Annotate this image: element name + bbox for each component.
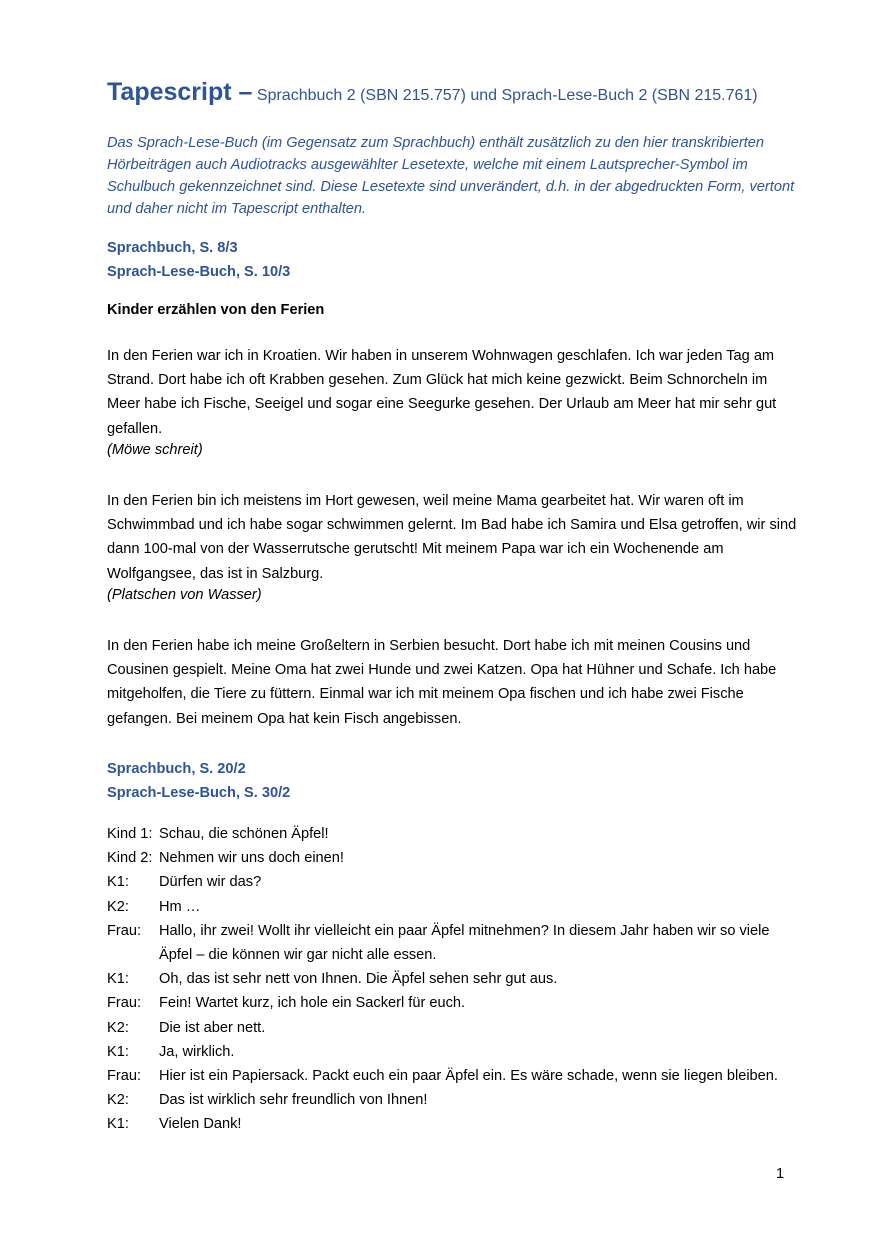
dialogue-line <box>107 1064 797 1088</box>
dialogue-text: Die ist aber nett. <box>159 1019 266 1036</box>
section1-paragraph-3: In den Ferien habe ich meine Großeltern in Serbien besucht. Dort habe ich mit meinen Cousins und Cousinen gespielt. Meine Oma hat zwei Hunde und zwei Katzen. Opa hat Hühner und Schafe. Ich habe mitgeholfen, die Tiere zu füttern. Einmal war ich mit meinem Opa fischen und ich habe zwei Fische gefangen. Bei meinem Opa hat kein Fisch angebissen. <box>107 638 777 727</box>
dialogue-transcript <box>107 822 797 1137</box>
dialogue-line <box>107 846 797 870</box>
dialogue-line <box>107 1112 797 1136</box>
dialogue-text: Hm … <box>159 898 201 915</box>
dialogue-text: Hier ist ein Papiersack. Packt euch ein paar Äpfel ein. Es wäre schade, wenn sie liegen bleiben. <box>159 1068 778 1085</box>
speaker-label: K1: <box>107 971 129 988</box>
dialogue-text: Schau, die schönen Äpfel! <box>159 826 329 842</box>
section1-ref-sprachbuch: Sprachbuch, S. 8/3 <box>107 240 238 256</box>
title-subtitle: Sprachbuch 2 (SBN 215.757) und Sprach-Lese-Buch 2 (SBN 215.761) <box>256 87 758 104</box>
dialogue-text: Das ist wirklich sehr freundlich von Ihnen! <box>159 1092 428 1109</box>
speaker-label: Frau: <box>107 1068 142 1085</box>
dialogue-line <box>107 822 797 846</box>
dialogue-line <box>107 895 797 919</box>
section1-paragraph-2: In den Ferien bin ich meistens im Hort gewesen, weil meine Mama gearbeitet hat. Wir waren oft im Schwimmbad und ich habe sogar schwimmen gelernt. Im Bad habe ich Samira und Elsa getroffen, wir sind dann 100-mal von der Wasserrutsche gerutscht! Mit meinem Papa war ich ein Wochenende am Wolfgangsee, das ist in Salzburg. <box>107 493 797 582</box>
section2-ref-sprachbuch: Sprachbuch, S. 20/2 <box>107 761 246 777</box>
speaker-label: K2: <box>107 1019 129 1036</box>
dialogue-line <box>107 870 797 894</box>
dialogue-line <box>107 1016 797 1040</box>
page-number: 1 <box>776 1166 785 1182</box>
speaker-label: K1: <box>107 874 129 891</box>
sound-effect-note-2: (Platschen von Wasser) <box>107 587 262 603</box>
speaker-label: Frau: <box>107 995 142 1012</box>
dialogue-line <box>107 991 797 1015</box>
intro-note: Das Sprach-Lese-Buch (im Gegensatz zum Sprachbuch) enthält zusätzlich zu den hier transkribierten Hörbeiträgen auch Audiotracks ausgewählter Lesetexte, welche mit einem Lautsprecher-Symbol im Schulbuch gekennzeichnet sind. Diese Lesetexte sind unverändert, d.h. in der abgedruckten Form, vertont und daher nicht im Tapescript enthalten. <box>107 135 795 217</box>
section2-ref-sprach-lese-buch: Sprach-Lese-Buch, S. 30/2 <box>107 785 291 801</box>
dialogue-text: Hallo, ihr zwei! Wollt ihr vielleicht ein paar Äpfel mitnehmen? In diesem Jahr haben wir so viele Äpfel – die können wir gar nicht alle essen. <box>159 922 770 964</box>
dialogue-line <box>107 919 797 967</box>
dialogue-line <box>107 1088 797 1112</box>
dialogue-text: Dürfen wir das? <box>159 874 262 891</box>
dialogue-text: Oh, das ist sehr nett von Ihnen. Die Äpfel sehen sehr gut aus. <box>159 971 558 988</box>
speaker-label: Kind 1: <box>107 826 153 842</box>
section1-heading: Kinder erzählen von den Ferien <box>107 302 325 318</box>
speaker-label: K2: <box>107 1092 129 1109</box>
title-main: Tapescript – <box>107 78 253 106</box>
dialogue-text: Nehmen wir uns doch einen! <box>159 850 344 867</box>
dialogue-line <box>107 967 797 991</box>
section1-paragraph-1: In den Ferien war ich in Kroatien. Wir haben in unserem Wohnwagen geschlafen. Ich war jeden Tag am Strand. Dort habe ich oft Krabben gesehen. Zum Glück hat mich keine gezwickt. Beim Schnorcheln im Meer habe ich Fische, Seeigel und sogar eine Seegurke gesehen. Der Urlaub am Meer hat mir sehr gut gefallen. <box>107 348 777 437</box>
section1-ref-sprach-lese-buch: Sprach-Lese-Buch, S. 10/3 <box>107 264 291 280</box>
speaker-label: Kind 2: <box>107 850 153 867</box>
speaker-label: Frau: <box>107 922 142 939</box>
dialogue-line <box>107 1040 797 1064</box>
speaker-label: K1: <box>107 1116 129 1133</box>
sound-effect-note-1: (Möwe schreit) <box>107 442 203 458</box>
speaker-label: K2: <box>107 898 129 915</box>
dialogue-text: Fein! Wartet kurz, ich hole ein Sackerl für euch. <box>159 995 466 1012</box>
document-title <box>107 78 758 107</box>
speaker-label: K1: <box>107 1043 129 1060</box>
dialogue-text: Ja, wirklich. <box>159 1043 235 1060</box>
dialogue-text: Vielen Dank! <box>159 1116 242 1133</box>
